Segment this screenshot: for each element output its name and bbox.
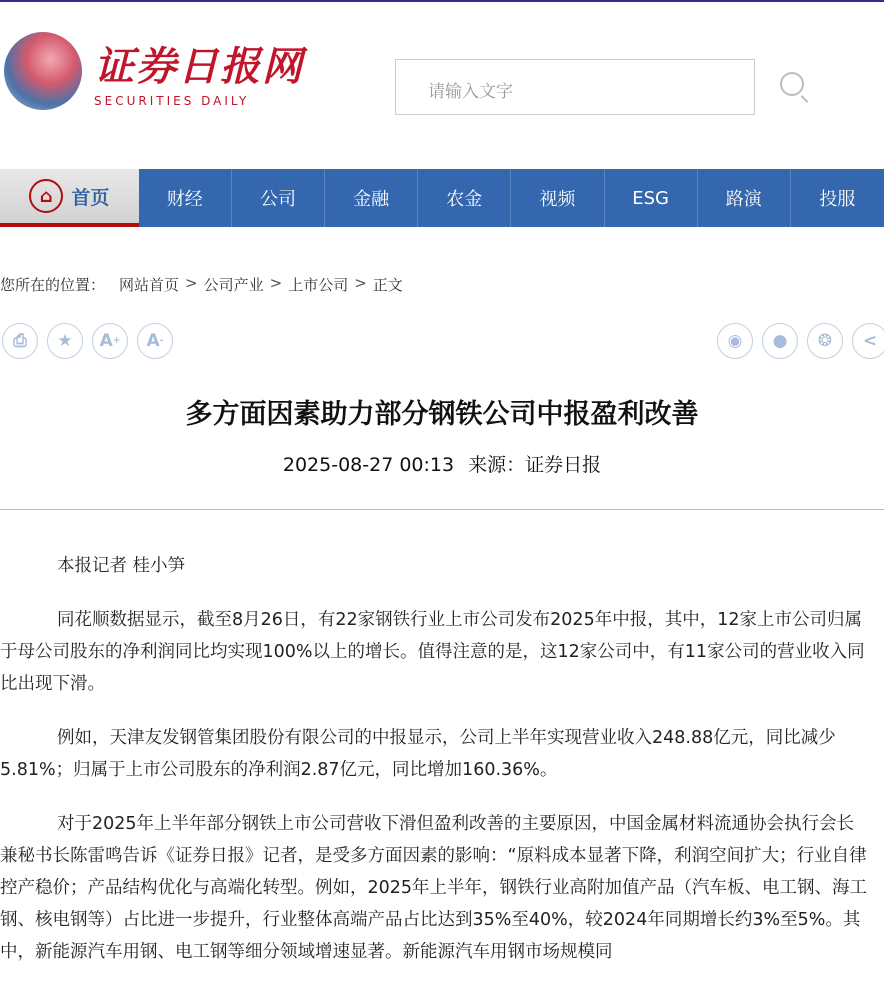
article-paragraph: 同花顺数据显示，截至8月26日，有22家钢铁行业上市公司发布2025年中报，其中，12家上市公司归属于母公司股东的净利润同比均实现100%以上的增长。值得注意的是，这12家公司中，有11家公司的营业收入同比出现下滑。 <box>0 610 865 694</box>
share-icon[interactable]: < <box>852 323 884 359</box>
breadcrumb-home[interactable]: 网站首页 <box>119 276 180 294</box>
font-decrease-icon[interactable]: A - <box>137 323 173 359</box>
nav-item-banking[interactable]: 金融 <box>325 169 418 227</box>
nav-item-finance[interactable]: 财经 <box>139 169 232 227</box>
nav-item-agri-finance[interactable]: 农金 <box>418 169 511 227</box>
search-input[interactable]: 请输入文字 <box>395 59 755 115</box>
breadcrumb-current: 正文 <box>372 276 403 294</box>
print-icon[interactable]: ⎙ <box>2 323 38 359</box>
article-source: 来源：证券日报 <box>468 454 602 476</box>
chevron-right-icon: > <box>354 274 367 292</box>
share-tools <box>717 323 884 359</box>
font-increase-icon[interactable]: A + <box>92 323 128 359</box>
nav-item-company[interactable]: 公司 <box>232 169 325 227</box>
star-icon[interactable]: ★ <box>47 323 83 359</box>
breadcrumb-company-industry[interactable]: 公司产业 <box>203 276 264 294</box>
article-meta <box>0 450 884 477</box>
weibo-icon[interactable]: ◉ <box>717 323 753 359</box>
chevron-right-icon: > <box>269 274 283 292</box>
nav-item-video[interactable]: 视频 <box>511 169 604 227</box>
logo-chinese: 证券日报网 <box>94 42 304 90</box>
logo-emblem <box>4 32 82 110</box>
site-logo[interactable] <box>4 32 304 110</box>
nav-item-investor-service[interactable]: 投服 <box>819 189 856 210</box>
home-icon: ⌂ <box>29 179 63 213</box>
nav-home[interactable] <box>0 169 139 227</box>
main-nav <box>0 169 884 227</box>
chevron-right-icon: > <box>185 274 198 292</box>
breadcrumb-label: 您所在的位置： <box>0 276 106 294</box>
article-paragraph: 例如，天津友发钢管集团股份有限公司的中报显示，公司上半年实现营业收入248.88亿元，同比减少5.81%；归属于上市公司股东的净利润2.87亿元，同比增加160.36%。 <box>0 728 836 780</box>
breadcrumb-listed-company[interactable]: 上市公司 <box>288 276 349 294</box>
wechat-icon[interactable]: ● <box>762 323 798 359</box>
article-datetime: 2025-08-27 00:13 <box>282 454 455 476</box>
nav-item-esg[interactable]: ESG <box>605 169 698 227</box>
article-title: 多方面因素助力部分钢铁公司中报盈利改善 <box>185 399 699 430</box>
moments-icon[interactable]: ❂ <box>807 323 843 359</box>
article-body <box>0 550 868 990</box>
breadcrumb <box>0 274 403 295</box>
logo-english: SECURITIES DAILY <box>94 93 250 108</box>
divider <box>0 509 884 510</box>
article-byline: 本报记者 桂小笋 <box>57 556 186 576</box>
article-paragraph: 对于2025年上半年部分钢铁上市公司营收下滑但盈利改善的主要原因，中国金属材料流通协会执行会长兼秘书长陈雷鸣告诉《证券日报》记者，是受多方面因素的影响：“原料成本显著下降，利润空间扩大；行业自律控产稳价；产品结构优化与高端化转型。例如，2025年上半年，钢铁行业高附加值产品（汽车板、电工钢、海工钢、核电钢等）占比进一步提升，行业整体高端产品占比达到35%至40%，较2024年同期增长约3%至5%。其中，新能源汽车用钢、电工钢等细分领域增速显著。新能源汽车用钢市场规模同 <box>0 814 868 962</box>
nav-home-label: 首页 <box>71 186 110 209</box>
article-tools <box>2 323 173 359</box>
search-icon[interactable] <box>780 72 804 96</box>
nav-item-roadshow[interactable]: 路演 <box>698 169 791 227</box>
